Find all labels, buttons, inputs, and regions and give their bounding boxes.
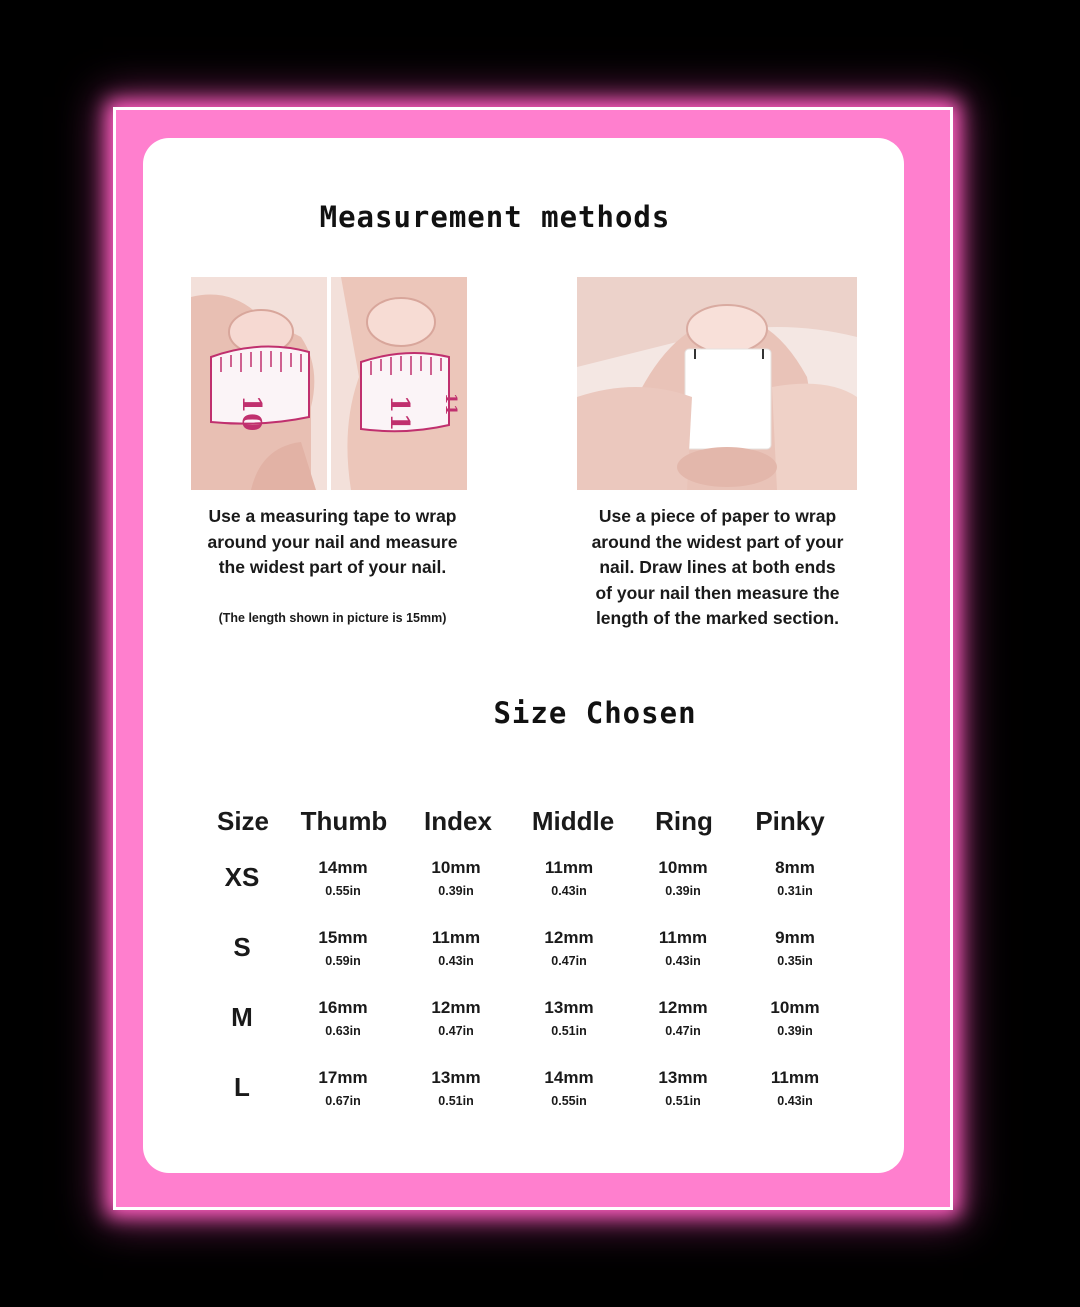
size-inch-value: 0.59in <box>325 954 361 968</box>
size-mm-value: 13mm <box>431 1068 481 1087</box>
tape-number-3: 11 <box>442 393 461 416</box>
size-inch-value: 0.55in <box>325 884 361 898</box>
size-mm-value: 11mm <box>770 1068 820 1087</box>
size-mm-value: 12mm <box>658 998 708 1017</box>
size-inch-value: 0.51in <box>551 1024 587 1038</box>
size-cell <box>514 1068 624 1110</box>
size-mm-value: 10mm <box>770 998 820 1017</box>
size-mm-value: 14mm <box>318 858 368 877</box>
caption-line: Use a piece of paper to wrap <box>598 506 837 526</box>
caption-line: the widest part of your nail. <box>218 557 447 577</box>
size-mm-value: 10mm <box>658 858 708 877</box>
size-cell <box>740 858 850 900</box>
paper-strip-illustration <box>577 277 857 490</box>
size-cell <box>288 928 398 970</box>
size-cell <box>628 928 738 970</box>
size-cell <box>628 858 738 900</box>
size-cell <box>740 998 850 1040</box>
size-mm-value: 15mm <box>318 928 368 947</box>
caption-line: length of the marked section. <box>595 608 840 628</box>
size-cell <box>514 858 624 900</box>
size-cell <box>401 1068 511 1110</box>
size-cell <box>514 998 624 1040</box>
size-inch-value: 0.35in <box>777 954 813 968</box>
size-mm-value: 9mm <box>775 928 815 947</box>
paper-strip-photo <box>577 277 857 490</box>
method2-caption <box>570 504 865 632</box>
size-cell <box>401 928 511 970</box>
size-inch-value: 0.43in <box>777 1094 813 1108</box>
size-inch-value: 0.43in <box>665 954 701 968</box>
size-inch-value: 0.39in <box>665 884 701 898</box>
size-cell <box>628 998 738 1040</box>
size-mm-value: 11mm <box>658 928 708 947</box>
size-inch-value: 0.39in <box>777 1024 813 1038</box>
size-inch-value: 0.51in <box>438 1094 474 1108</box>
header-ring: Ring <box>655 806 713 836</box>
header-size: Size <box>216 806 270 836</box>
header-index: Index <box>424 806 492 836</box>
size-mm-value: 11mm <box>431 928 481 947</box>
caption-line: of your nail then measure the <box>595 582 840 603</box>
tape-measure-photo <box>191 277 467 490</box>
size-mm-value: 13mm <box>658 1068 708 1087</box>
size-chosen-title: Size Chosen <box>493 696 697 730</box>
size-cell <box>628 1068 738 1110</box>
size-cell <box>514 928 624 970</box>
header-middle: Middle <box>531 806 615 836</box>
size-inch-value: 0.39in <box>438 884 474 898</box>
size-cell <box>740 1068 850 1110</box>
size-inch-value: 0.43in <box>438 954 474 968</box>
header-thumb: Thumb <box>300 806 388 836</box>
method1-note: (The length shown in picture is 15mm) <box>218 611 447 625</box>
size-inch-value: 0.51in <box>665 1094 701 1108</box>
size-cell <box>401 998 511 1040</box>
size-inch-value: 0.43in <box>551 884 587 898</box>
size-inch-value: 0.47in <box>551 954 587 968</box>
size-cell <box>740 928 850 970</box>
size-mm-value: 12mm <box>431 998 481 1017</box>
size-mm-value: 14mm <box>544 1068 594 1087</box>
size-cell <box>288 1068 398 1110</box>
size-cell <box>401 858 511 900</box>
size-mm-value: 12mm <box>544 928 594 947</box>
caption-line: Use a measuring tape to wrap <box>208 506 457 526</box>
size-label-xs: XS <box>224 862 260 892</box>
caption-line: around the widest part of your <box>591 531 844 552</box>
header-pinky: Pinky <box>755 806 825 836</box>
caption-line: nail. Draw lines at both ends <box>599 557 836 577</box>
size-inch-value: 0.63in <box>325 1024 361 1038</box>
size-mm-value: 16mm <box>318 998 368 1017</box>
size-inch-value: 0.31in <box>777 884 813 898</box>
measurement-methods-title: Measurement methods <box>319 200 671 234</box>
size-mm-value: 11mm <box>544 858 594 877</box>
size-label-m: M <box>231 1002 253 1032</box>
size-inch-value: 0.47in <box>665 1024 701 1038</box>
size-mm-value: 10mm <box>431 858 481 877</box>
caption-line: around your nail and measure <box>207 531 458 552</box>
tape-measure-illustration <box>191 277 467 490</box>
size-inch-value: 0.47in <box>438 1024 474 1038</box>
size-mm-value: 8mm <box>775 858 815 877</box>
method1-caption <box>180 504 485 581</box>
tape-number-2: 11 <box>384 395 414 432</box>
size-cell <box>288 858 398 900</box>
tape-number-1: 10 <box>236 395 266 432</box>
size-label-l: L <box>234 1072 250 1102</box>
size-cell <box>288 998 398 1040</box>
size-inch-value: 0.55in <box>551 1094 587 1108</box>
size-label-s: S <box>233 932 251 962</box>
size-mm-value: 13mm <box>544 998 594 1017</box>
size-mm-value: 17mm <box>318 1068 368 1087</box>
size-inch-value: 0.67in <box>325 1094 361 1108</box>
